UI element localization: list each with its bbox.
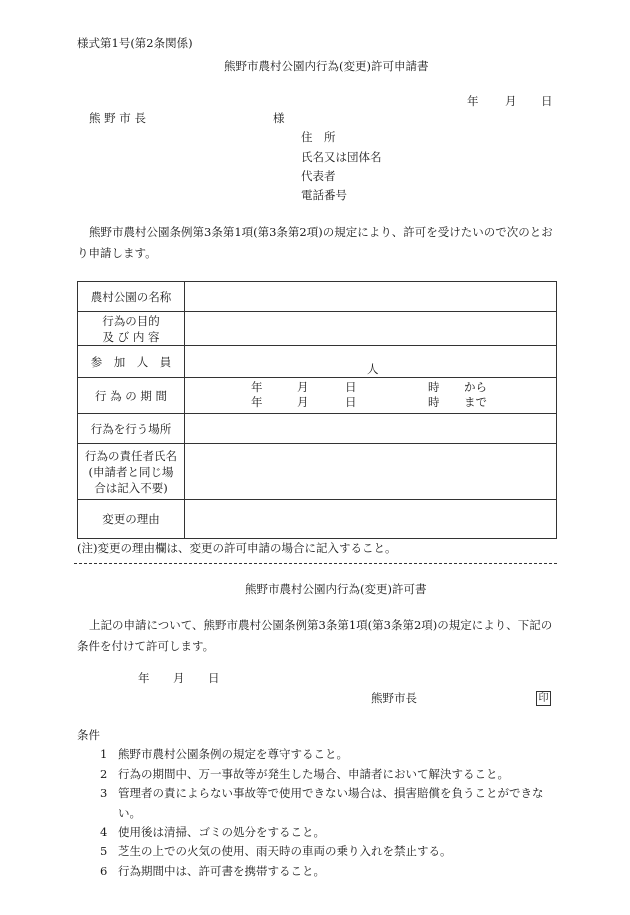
participants-row (78, 346, 557, 378)
period-start-hour: 時 (428, 380, 440, 394)
note-text: (注)変更の理由欄は、変更の許可申請の場合に記入すること。 (77, 541, 397, 555)
applicant-address-label: 住 所 (301, 130, 336, 144)
permit-paragraph: 上記の申請について、熊野市農村公園条例第3条第1項(第3条第2項)の規定により、下記の条件を付けて許可します。 (77, 618, 553, 653)
condition-number: 2 (100, 767, 108, 781)
applicant-representative-label: 代表者 (301, 169, 336, 183)
addressee-name: 熊 野 市 長 (89, 111, 146, 125)
purpose-label-line-1: 行為の目的 (102, 313, 160, 328)
period-start-month: 月 (297, 380, 309, 394)
period-row (78, 378, 557, 414)
date-day-label: 日 (541, 94, 553, 108)
applicant-name-label: 氏名又は団体名 (301, 150, 382, 164)
condition-number: 5 (100, 844, 108, 858)
responsible-label-line-3: 合は記入不要) (94, 480, 168, 495)
park-name-label: 農村公園の名称 (78, 282, 185, 312)
condition-item (100, 783, 555, 823)
participants-field[interactable] (185, 346, 557, 378)
request-paragraph: 熊野市農村公園条例第3条第1項(第3条第2項)の規定により、許可を受けたいので次のとおり申請します。 (77, 225, 553, 260)
purpose-label (78, 312, 185, 346)
application-table (77, 281, 557, 539)
period-field[interactable] (185, 378, 557, 414)
addressee-honorific: 様 (273, 111, 285, 125)
applicant-phone-label: 電話番号 (301, 188, 347, 202)
permit-date-month: 月 (173, 671, 185, 685)
condition-text: 熊野市農村公園条例の規定を尊守すること。 (118, 747, 348, 761)
permit-date-year: 年 (138, 671, 150, 685)
purpose-row (78, 312, 557, 346)
condition-text: 行為期間中は、許可書を携帯すること。 (118, 864, 325, 878)
period-end-suffix: まで (464, 395, 487, 409)
participants-unit: 人 (367, 362, 379, 376)
period-start-suffix: から (464, 380, 487, 394)
condition-number: 1 (100, 747, 108, 761)
date-year-label: 年 (467, 94, 479, 108)
condition-item (100, 841, 555, 861)
condition-number: 4 (100, 825, 108, 839)
form-number: 様式第1号(第2条関係) (77, 36, 193, 50)
responsible-field[interactable] (185, 444, 557, 500)
condition-text: 行為の期間中、万一事故等が発生した場合、申請者において解決すること。 (118, 767, 509, 781)
period-end-day: 日 (345, 395, 357, 409)
period-label: 行 為 の 期 間 (78, 378, 185, 414)
permit-issuer: 熊野市長 (371, 691, 417, 705)
purpose-field[interactable] (185, 312, 557, 346)
condition-text: 管理者の責によらない事故等で使用できない場合は、損害賠償を負うことができない。 (118, 786, 544, 820)
condition-text: 使用後は清掃、ゴミの処分をすること。 (118, 825, 325, 839)
responsible-label-line-1: 行為の責任者氏名 (85, 448, 177, 463)
location-field[interactable] (185, 414, 557, 444)
condition-item (100, 822, 555, 842)
condition-text: 芝生の上での火気の使用、雨天時の車両の乗り入れを禁止する。 (118, 844, 452, 858)
purpose-label-line-2: 及 び 内 容 (102, 329, 160, 344)
permit-date-day: 日 (208, 671, 220, 685)
condition-number: 3 (100, 786, 108, 800)
condition-item (100, 764, 555, 784)
participants-label: 参 加 人 員 (78, 346, 185, 378)
location-row (78, 414, 557, 444)
responsible-label (78, 444, 185, 500)
permit-title: 熊野市農村公園内行為(変更)許可書 (245, 582, 427, 596)
park-name-field[interactable] (185, 282, 557, 312)
change-reason-label: 変更の理由 (78, 500, 185, 539)
park-name-row (78, 282, 557, 312)
period-end-month: 月 (297, 395, 309, 409)
change-reason-row (78, 500, 557, 539)
period-end-hour: 時 (428, 395, 440, 409)
condition-item (100, 861, 555, 881)
form-title: 熊野市農村公園内行為(変更)許可申請書 (224, 59, 429, 73)
date-month-label: 月 (505, 94, 517, 108)
seal-mark: 印 (536, 691, 551, 706)
dashed-separator (74, 563, 557, 564)
period-start-day: 日 (345, 380, 357, 394)
change-reason-field[interactable] (185, 500, 557, 539)
location-label: 行為を行う場所 (78, 414, 185, 444)
condition-number: 6 (100, 864, 108, 878)
period-start-year: 年 (251, 380, 263, 394)
period-end-year: 年 (251, 395, 263, 409)
responsible-label-line-2: (申請者と同じ場 (88, 464, 174, 479)
conditions-heading: 条件 (77, 728, 100, 742)
responsible-row (78, 444, 557, 500)
condition-item (100, 744, 555, 764)
